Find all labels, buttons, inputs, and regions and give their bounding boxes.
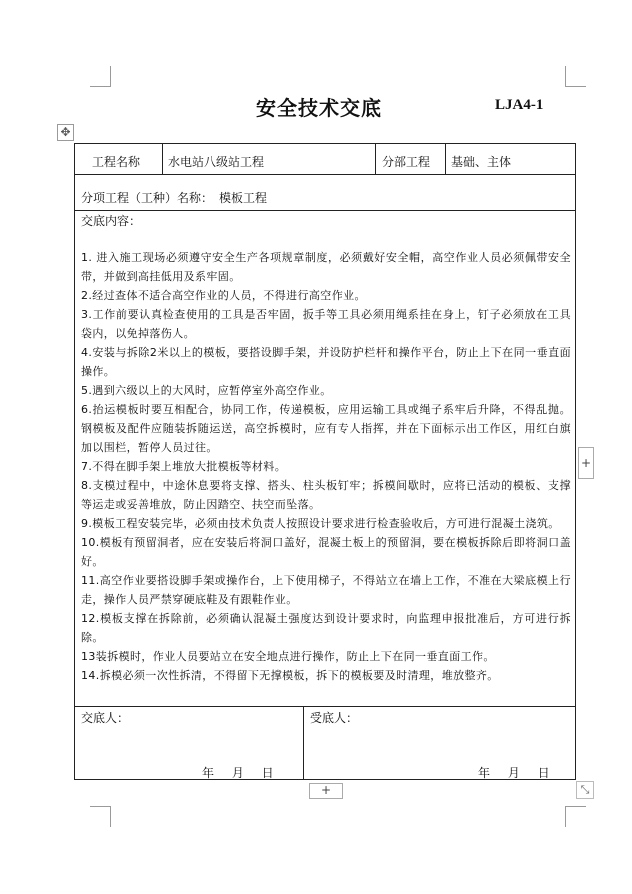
col-divider <box>375 144 376 174</box>
content-item: 4.安装与拆除2米以上的模板，要搭设脚手架，并设防护栏杆和操作平台，防止上下在同一垂直面操作。 <box>81 346 571 378</box>
page-corner-mark-top-left <box>90 66 111 87</box>
content-label: 交底内容： <box>81 214 142 228</box>
content-item: 3.工作前要认真检查使用的工具是否牢固，扳手等工具必须用绳系挂在身上，钉子必须放在工具袋内，以免掉落伤人。 <box>81 308 571 340</box>
content-item: 12.模板支撑在拆除前，必须确认混凝土强度达到设计要求时，向监理申报批准后，方可进行拆除。 <box>81 612 571 644</box>
document-code: LJA4-1 <box>495 97 544 113</box>
content-item: 8.支模过程中，中途休息要将支撑、搭头、柱头板钉牢；拆模间歇时，应将已活动的模板、支撑等运走或妥善堆放，防止因踏空、扶空而坠落。 <box>81 479 571 511</box>
page-corner-mark-top-right <box>565 66 586 87</box>
project-name-label: 工程名称 <box>92 155 141 169</box>
add-row-button[interactable]: + <box>309 783 343 799</box>
content-item: 10.模板有预留洞者，应在安装后将洞口盖好，混凝土板上的预留洞，要在模板拆除后即将洞口盖好。 <box>81 536 571 568</box>
project-name-value[interactable]: 水电站八级站工程 <box>168 155 265 169</box>
content-item: 6.抬运模板时要互相配合，协同工作，传递模板，应用运输工具或绳子系牢后升降，不得乱抛。钢模板及配件应随装拆随运送，高空拆模时，应有专人指挥，并在下面标示出工作区，用红白旗加以围栏，暂停人员过往。 <box>81 403 571 454</box>
row-divider <box>75 210 575 211</box>
content-body[interactable] <box>81 248 571 685</box>
page-corner-mark-bottom-left <box>90 806 111 827</box>
subitem-row[interactable] <box>81 189 267 206</box>
subitem-label: 分项工程（工种）名称： <box>81 191 214 205</box>
page-corner-mark-bottom-right <box>565 806 586 827</box>
receiver-label: 受底人： <box>310 711 359 725</box>
col-divider <box>303 706 304 779</box>
content-item: 2.经过查体不适合高空作业的人员，不得进行高空作业。 <box>81 289 366 302</box>
subitem-value: 模板工程 <box>219 191 268 205</box>
add-column-button[interactable]: + <box>578 447 594 479</box>
content-item: 9.模板工程安装完毕，必须由技术负责人按照设计要求进行检查验收后，方可进行混凝土浇筑。 <box>81 517 560 530</box>
row-divider <box>75 706 575 707</box>
row-divider <box>75 174 575 175</box>
table-resize-icon[interactable]: ⤡ <box>576 781 594 799</box>
content-item: 1. 进入施工现场必须遵守安全生产各项规章制度，必须戴好安全帽，高空作业人员必须佩带安全带，并做到高挂低用及系牢固。 <box>81 251 571 283</box>
table-move-handle-icon[interactable]: ✥ <box>57 124 74 141</box>
disclosure-table <box>74 143 576 780</box>
col-divider <box>445 144 446 174</box>
giver-date[interactable]: 年 月 日 <box>202 766 274 780</box>
content-item: 14.拆模必须一次性拆清，不得留下无撑模板，拆下的模板要及时清理，堆放整齐。 <box>81 669 499 682</box>
document-title: 安全技术交底 <box>256 96 382 120</box>
content-item: 5.遇到六级以上的大风时，应暂停室外高空作业。 <box>81 384 332 397</box>
division-value[interactable]: 基础、主体 <box>451 155 512 169</box>
division-label: 分部工程 <box>382 155 431 169</box>
receiver-date[interactable]: 年 月 日 <box>478 766 550 780</box>
content-item: 11.高空作业要搭设脚手架或操作台，上下使用梯子，不得站立在墙上工作，不准在大梁底模上行走，操作人员严禁穿硬底鞋及有跟鞋作业。 <box>81 574 571 606</box>
col-divider <box>162 144 163 174</box>
giver-label: 交底人： <box>81 711 130 725</box>
content-item: 13装拆模时，作业人员要站立在安全地点进行操作，防止上下在同一垂直面工作。 <box>81 650 495 663</box>
content-item: 7.不得在脚手架上堆放大批模板等材料。 <box>81 460 287 473</box>
